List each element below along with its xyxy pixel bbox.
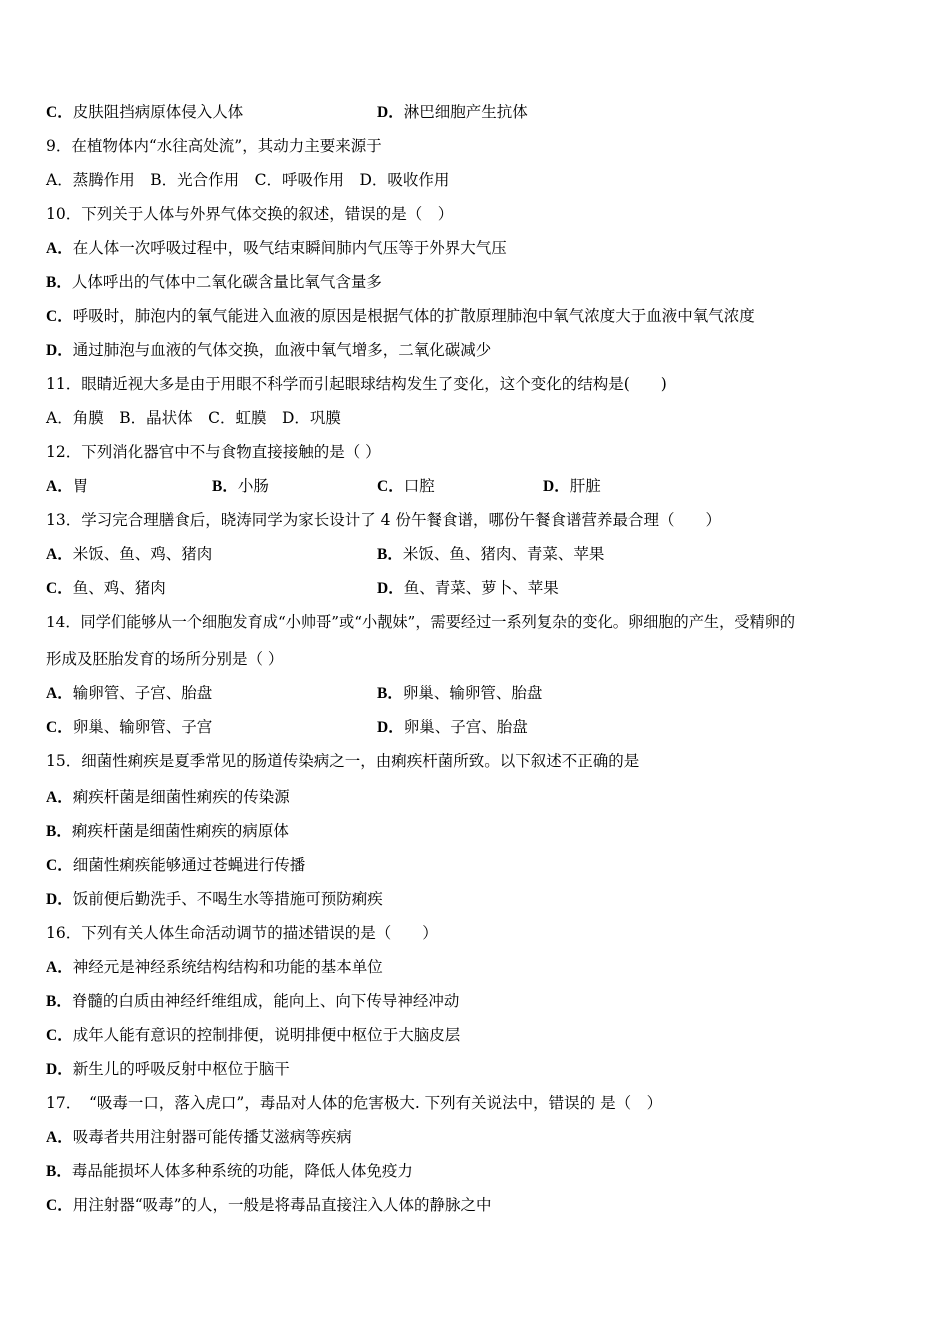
q8-option-c: C．皮肤阻挡病原体侵入人体 <box>46 103 244 121</box>
q11-stem: 11．眼睛近视大多是由于用眼不科学而引起眼球结构发生了变化，这个变化的结构是( ) <box>46 375 667 393</box>
q13-option-a: A．米饭、鱼、鸡、猪肉 <box>46 545 213 563</box>
q13-stem: 13．学习完合理膳食后，晓涛同学为家长设计了 4 份午餐食谱，哪份午餐食谱营养最合理（ ） <box>46 511 721 529</box>
q13-option-b: B．米饭、鱼、猪肉、青菜、苹果 <box>377 545 605 563</box>
q10-option-c: C．呼吸时，肺泡内的氧气能进入血液的原因是根据气体的扩散原理肺泡中氧气浓度大于血液中氧气浓度 <box>46 307 755 325</box>
q15-option-c: C．细菌性痢疾能够通过苍蝇进行传播 <box>46 856 306 874</box>
q14-option-b: B．卵巢、输卵管、胎盘 <box>377 684 543 702</box>
q14-stem-line2: 形成及胚胎发育的场所分别是（ ） <box>46 650 284 668</box>
q12-option-c: C．口腔 <box>377 477 435 495</box>
q16-stem: 16．下列有关人体生命活动调节的描述错误的是（ ） <box>46 924 438 942</box>
q17-option-c: C．用注射器“吸毒”的人，一般是将毒品直接注入人体的静脉之中 <box>46 1196 492 1214</box>
q17-option-b: B．毒品能损坏人体多种系统的功能，降低人体免疫力 <box>46 1162 413 1180</box>
q14-option-d: D．卵巢、子宫、胎盘 <box>377 718 528 736</box>
q14-option-a: A．输卵管、子宫、胎盘 <box>46 684 213 702</box>
q12-stem: 12．下列消化器官中不与食物直接接触的是（ ） <box>46 443 381 461</box>
q17-stem: 17． “吸毒一口，落入虎口”，毒品对人体的危害极大. 下列有关说法中，错误的 是（ ） <box>46 1094 663 1112</box>
q17-option-a: A．吸毒者共用注射器可能传播艾滋病等疾病 <box>46 1128 352 1146</box>
q16-option-a: A．神经元是神经系统结构结构和功能的基本单位 <box>46 958 383 976</box>
q10-option-d: D．通过肺泡与血液的气体交换，血液中氧气增多，二氧化碳减少 <box>46 341 492 359</box>
q16-option-d: D．新生儿的呼吸反射中枢位于脑干 <box>46 1060 290 1078</box>
q15-option-a: A．痢疾杆菌是细菌性痢疾的传染源 <box>46 788 290 806</box>
q14-stem-line1: 14．同学们能够从一个细胞发育成“小帅哥”或“小靓妹”，需要经过一系列复杂的变化。卵细胞的产生，受精卵的 <box>46 613 796 631</box>
q11-options: A．角膜 B．晶状体 C．虹膜 D．巩膜 <box>46 409 341 427</box>
q10-option-b: B．人体呼出的气体中二氧化碳含量比氧气含量多 <box>46 273 382 291</box>
q12-option-b: B．小肠 <box>212 477 269 495</box>
q13-option-d: D．鱼、青菜、萝卜、苹果 <box>377 579 559 597</box>
q10-stem: 10．下列关于人体与外界气体交换的叙述，错误的是（ ） <box>46 205 454 223</box>
q13-option-c: C．鱼、鸡、猪肉 <box>46 579 166 597</box>
q12-option-a: A．胃 <box>46 477 89 495</box>
q10-option-a: A．在人体一次呼吸过程中，吸气结束瞬间肺内气压等于外界大气压 <box>46 239 507 257</box>
q8-option-d: D．淋巴细胞产生抗体 <box>377 103 528 121</box>
q15-stem: 15．细菌性痢疾是夏季常见的肠道传染病之一，由痢疾杆菌所致。以下叙述不正确的是 <box>46 752 640 770</box>
q16-option-c: C．成年人能有意识的控制排便，说明排便中枢位于大脑皮层 <box>46 1026 461 1044</box>
q16-option-b: B．脊髓的白质由神经纤维组成，能向上、向下传导神经冲动 <box>46 992 460 1010</box>
q15-option-d: D．饭前便后勤洗手、不喝生水等措施可预防痢疾 <box>46 890 383 908</box>
q9-stem: 9．在植物体内“水往高处流”，其动力主要来源于 <box>46 137 382 155</box>
q14-option-c: C．卵巢、输卵管、子宫 <box>46 718 213 736</box>
q9-options: A．蒸腾作用 B．光合作用 C．呼吸作用 D．吸收作用 <box>46 171 450 189</box>
q12-option-d: D．肝脏 <box>543 477 601 495</box>
q15-option-b: B．痢疾杆菌是细菌性痢疾的病原体 <box>46 822 289 840</box>
